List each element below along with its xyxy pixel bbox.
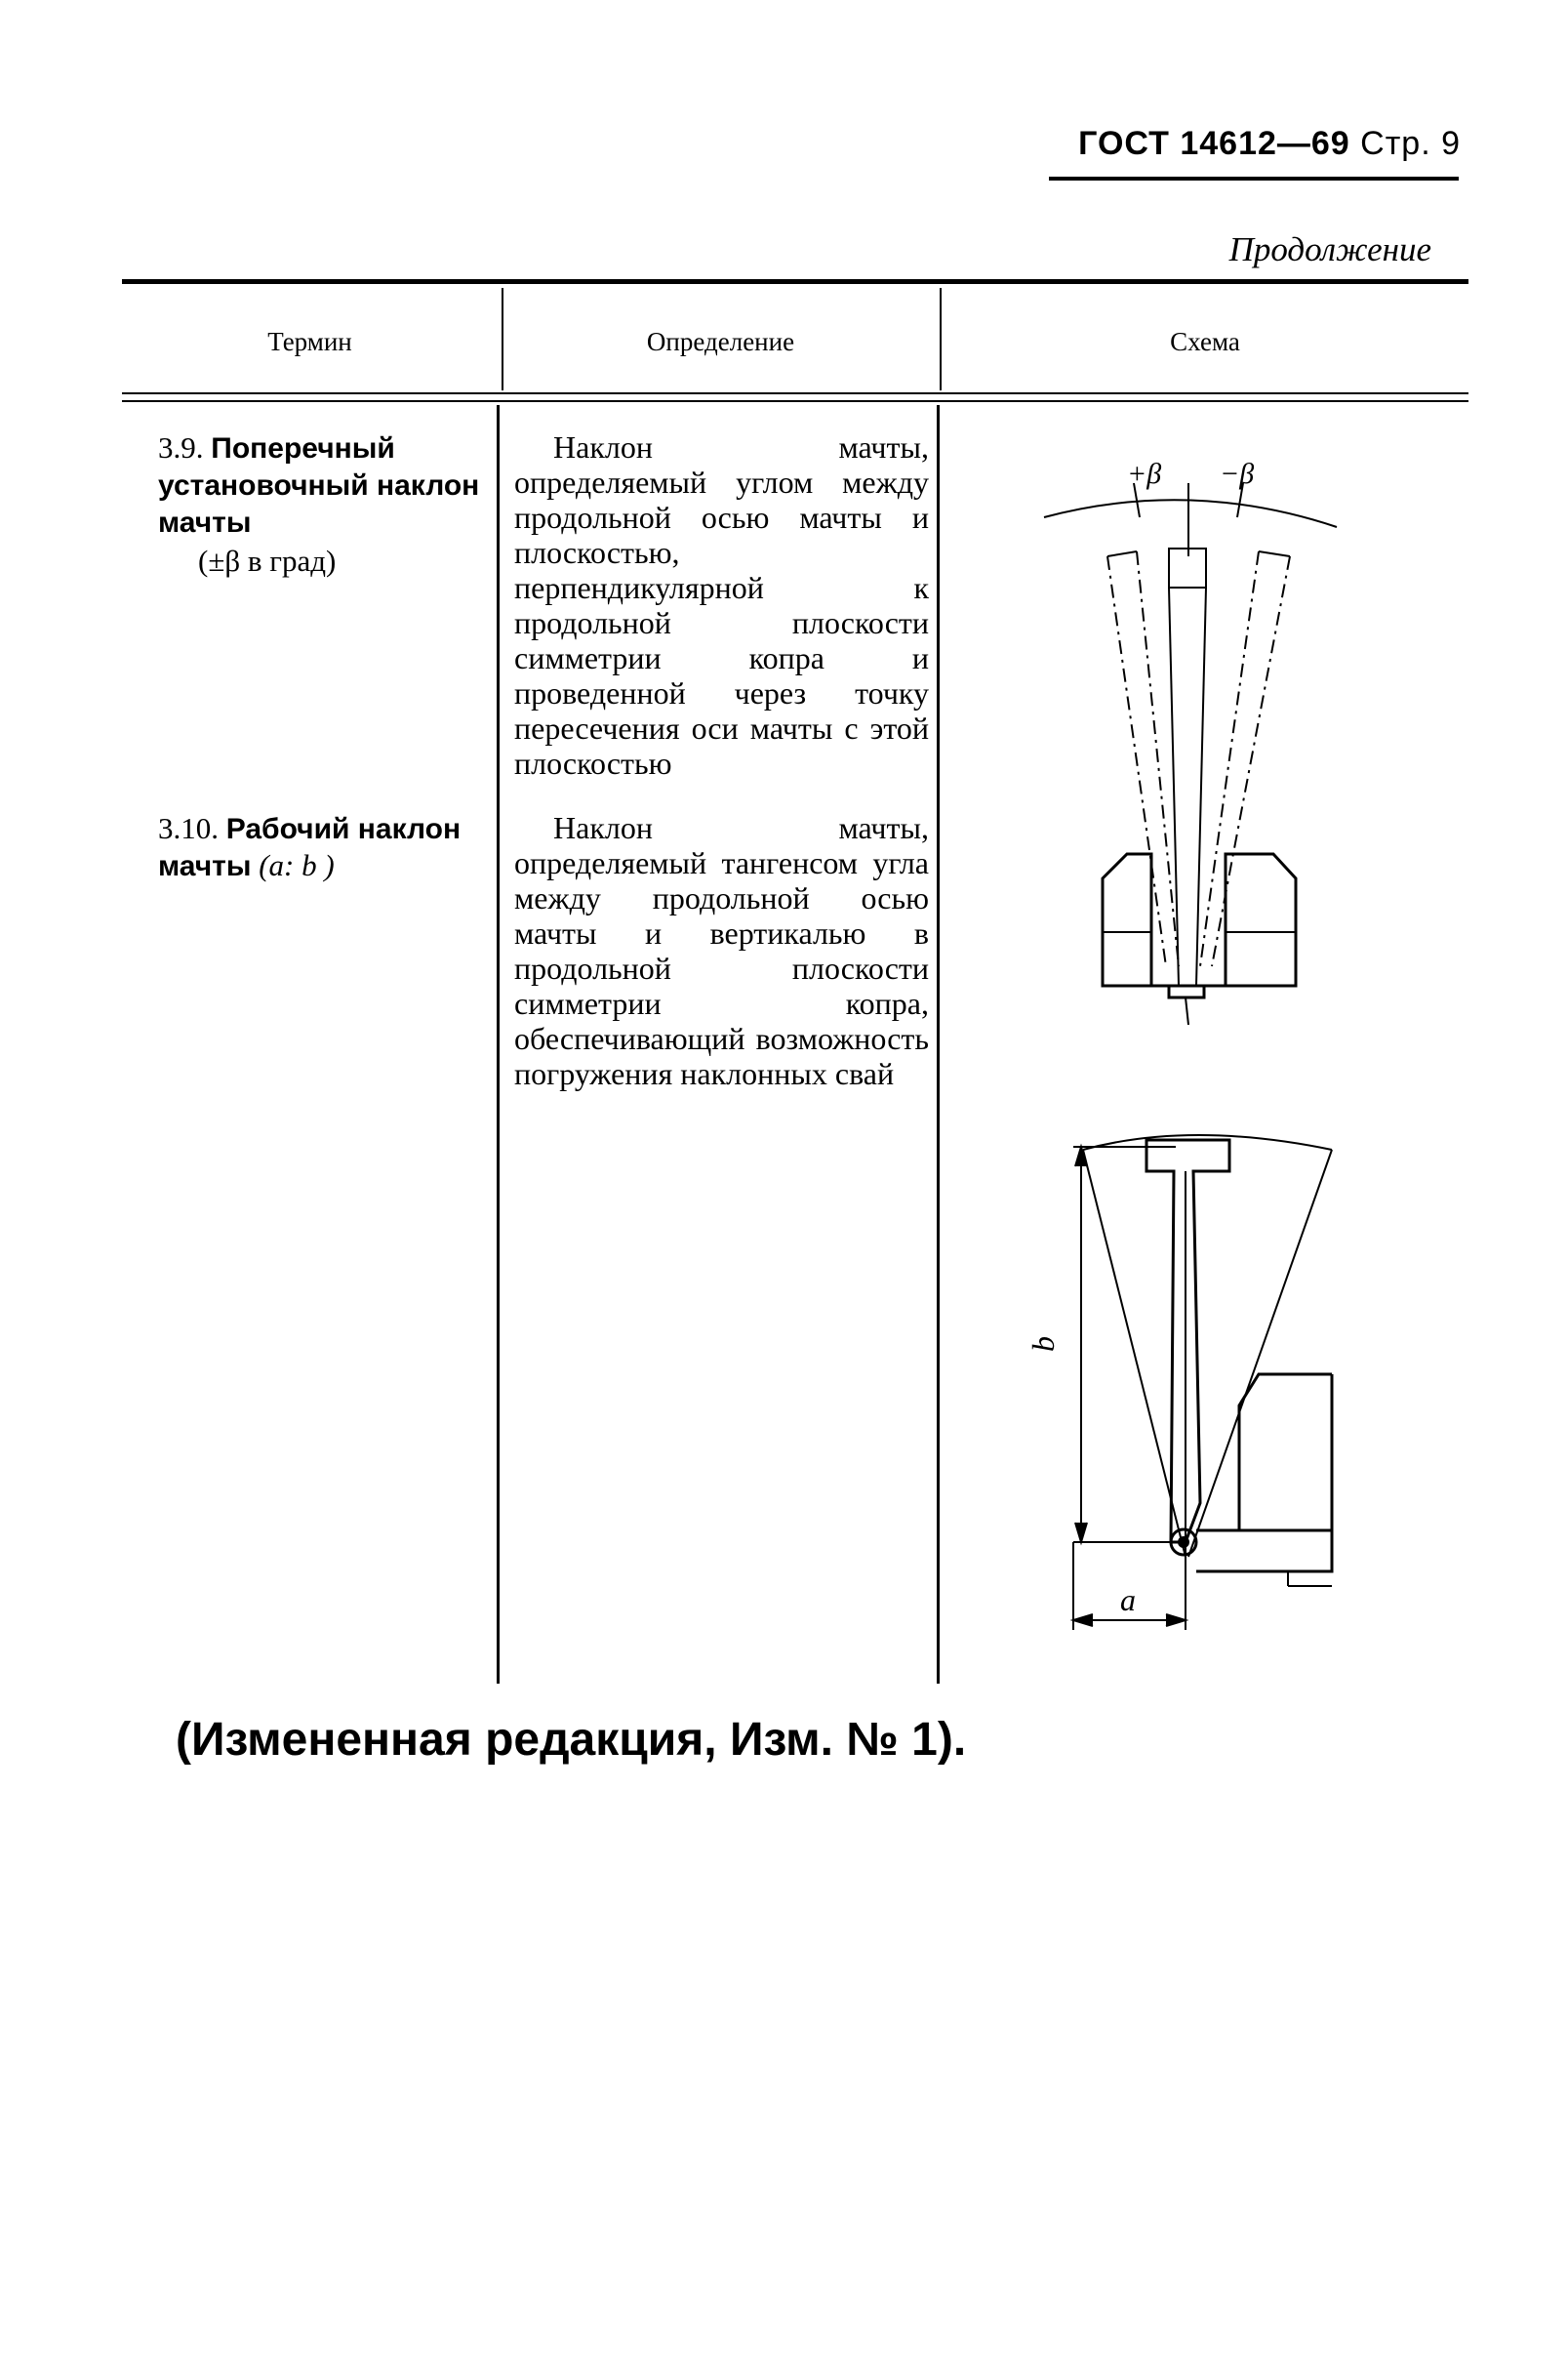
base-platform: [1196, 1530, 1332, 1571]
base-superstructure: [1239, 1374, 1332, 1530]
table-head-rule-1: [122, 392, 1468, 394]
scheme-working-inclination: [995, 1113, 1366, 1669]
header-rule: [1049, 177, 1459, 181]
standard-number: ГОСТ 14612—69: [1078, 125, 1350, 162]
column-header-term: Термин: [267, 327, 352, 356]
column-divider-1-body: [497, 405, 500, 1684]
table-top-rule: [122, 279, 1468, 284]
mast-body: [1146, 1140, 1229, 1542]
dim-a-label: a: [1120, 1582, 1136, 1617]
column-header-scheme: Схема: [1170, 327, 1240, 356]
table-head-rule-2: [122, 400, 1468, 402]
plus-beta-label: +β: [1127, 458, 1162, 490]
base-block-right: [1226, 854, 1296, 986]
term-3-9: [122, 429, 483, 579]
reference-arc: [1044, 500, 1337, 527]
scheme-transverse-inclination: [1034, 439, 1347, 1044]
definition-text: Наклон мачты, определяемый углом между продольной осью мачты и плоскостью, перпендикулярной к продольной плоскости симметрии копра и проведенной через точку пересечения оси мачты с этой плоскостью: [514, 429, 929, 781]
swing-line-right: [1188, 1150, 1332, 1557]
term-unit: (a: b ): [259, 848, 335, 882]
term-name: Поперечный установочный наклон мачты: [158, 432, 480, 539]
mast-edge-right: [1196, 588, 1206, 986]
definition-3-9: [514, 429, 929, 781]
dim-b-label: b: [1025, 1336, 1061, 1352]
term-unit: (±β в град): [198, 544, 337, 578]
column-divider-2-body: [937, 405, 940, 1684]
page-header: [1078, 125, 1461, 163]
continuation-label: Продолжение: [1228, 230, 1431, 268]
page-number: Стр. 9: [1360, 125, 1461, 162]
amendment-note: (Измененная редакция, Изм. № 1).: [176, 1714, 967, 1766]
definition-3-10: [514, 810, 929, 1091]
term-number: 3.9.: [158, 430, 204, 465]
term-number: 3.10.: [158, 811, 219, 845]
minus-beta-label: −β: [1220, 458, 1255, 490]
column-header-definition: Определение: [646, 327, 795, 356]
term-name: Рабочий наклон мачты: [158, 813, 462, 882]
term-3-10: [122, 810, 483, 884]
base-block-left: [1103, 854, 1151, 986]
definition-text: Наклон мачты, определяемый тангенсом угла между продольной осью мачты и вертикалью в продольной плоскости симметрии копра, обеспечивающий возможность погружения наклонных свай: [514, 810, 929, 1091]
